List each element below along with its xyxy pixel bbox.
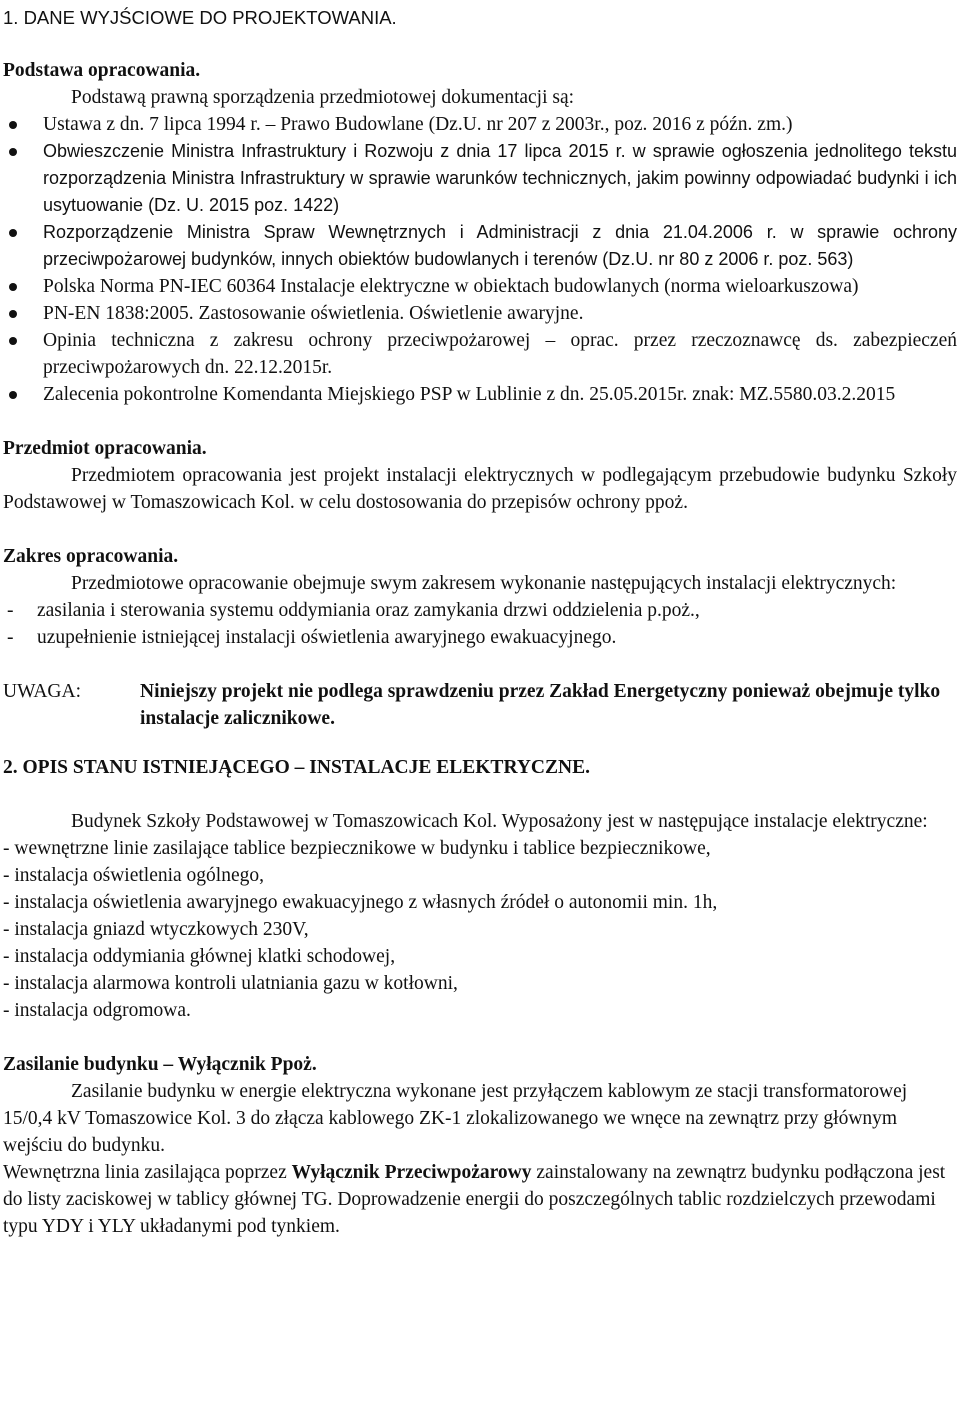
section1-heading: 1. DANE WYJŚCIOWE DO PROJEKTOWANIA. (3, 7, 397, 28)
bullet-icon (9, 283, 17, 291)
section2-heading: 2. OPIS STANU ISTNIEJĄCEGO – INSTALACJE ELEKTRYCZNE. (3, 757, 590, 778)
basis-list (3, 111, 957, 408)
bullet-icon (9, 229, 17, 237)
subject-text: Przedmiotem opracowania jest projekt instalacji elektrycznych w podlegającym przebudowie budynku Szkoły Podstawowej w Tomaszowicach Kol. w celu dostosowania do przepisów ochrony ppoż. (3, 465, 957, 513)
subject-title: Przedmiot opracowania. (3, 438, 207, 459)
basis-title: Podstawa opracowania. (3, 60, 201, 81)
list-item: - zasilania i sterowania systemu oddymiania oraz zamykania drzwi oddzielenia p.poż., (7, 600, 700, 621)
list-item: PN-EN 1838:2005. Zastosowanie oświetlenia. Oświetlenie awaryjne. (3, 300, 957, 327)
power-title: Zasilanie budynku – Wyłącznik Ppoż. (3, 1054, 317, 1075)
list-item: Polska Norma PN-IEC 60364 Instalacje elektryczne w obiektach budowlanych (norma wieloarkuszowa) (3, 273, 957, 300)
note-text: Niniejszy projekt nie podlega sprawdzeniu przez Zakład Energetyczny ponieważ obejmuje tylko instalacje zalicznikowe. (140, 681, 941, 729)
list-item: Ustawa z dn. 7 lipca 1994 r. – Prawo Budowlane (Dz.U. nr 207 z 2003r., poz. 2016 z późn. zm.) (3, 111, 957, 138)
bullet-icon (9, 310, 17, 318)
fire-switch-label: Wyłącznik Przeciwpożarowy (291, 1162, 532, 1183)
list-item: - instalacja alarmowa kontroli ulatniania gazu w kotłowni, (3, 973, 458, 994)
section2-intro: Budynek Szkoły Podstawowej w Tomaszowicach Kol. Wyposażony jest w następujące instalacje elektryczne: (71, 811, 928, 832)
scope-list (3, 597, 957, 651)
bullet-icon (9, 337, 17, 345)
bullet-icon (9, 148, 17, 156)
list-item: - instalacja oświetlenia awaryjnego ewakuacyjnego z własnych źródeł o autonomii min. 1h, (3, 892, 718, 913)
list-item: - instalacja oświetlenia ogólnego, (3, 865, 265, 886)
list-item: - instalacja gniazd wtyczkowych 230V, (3, 919, 309, 940)
bullet-icon (9, 391, 17, 399)
list-item: Opinia techniczna z zakresu ochrony przeciwpożarowej – oprac. przez rzeczoznawcę ds. zabezpieczeń przeciwpożarowych dn. 22.12.2015r. (3, 327, 957, 381)
list-item: - wewnętrzne linie zasilające tablice bezpiecznikowe w budynku i tablice bezpiecznikowe, (3, 838, 711, 859)
list-item: Zalecenia pokontrolne Komendanta Miejskiego PSP w Lublinie z dn. 25.05.2015r. znak: MZ.5580.03.2.2015 (3, 381, 957, 408)
list-item: - instalacja oddymiania głównej klatki schodowej, (3, 946, 396, 967)
scope-title: Zakres opracowania. (3, 546, 179, 567)
list-item: Obwieszczenie Ministra Infrastruktury i Rozwoju z dnia 17 lipca 2015 r. w sprawie ogłoszenia jednolitego tekstu rozporządzenia Ministra Infrastruktury w sprawie warunków technicznych, jakim powinny odpowiadać budynki i ich usytuowanie (Dz. U. 2015 poz. 1422) (3, 138, 957, 219)
note-block (3, 678, 957, 732)
scope-text: Przedmiotowe opracowanie obejmuje swym zakresem wykonanie następujących instalacji elektrycznych: (71, 573, 897, 594)
installations-list (3, 835, 957, 1024)
list-item: - uzupełnienie istniejącej instalacji oświetlenia awaryjnego ewakuacyjnego. (7, 627, 617, 648)
list-item: - instalacja odgromowa. (3, 1000, 191, 1021)
power-paragraph-1: Zasilanie budynku w energie elektryczna wykonane jest przyłączem kablowym ze stacji transformatorowej 15/0,4 kV Tomaszowice Kol. 3 do złącza kablowego ZK-1 zlokalizowanego we wnęce na zewnątrz przy głównym wejściu do budynku. (3, 1081, 908, 1156)
bullet-icon (9, 121, 17, 129)
list-item: Rozporządzenie Ministra Spraw Wewnętrznych i Administracji z dnia 21.04.2006 r. w sprawie ochrony przeciwpożarowej budynków, innych obiektów budowlanych i terenów (Dz.U. nr 80 z 2006 r. poz. 563) (3, 219, 957, 273)
document-page (3, 4, 957, 1240)
note-label: UWAGA: (3, 681, 81, 702)
power-paragraph-2: Wewnętrzna linia zasilająca poprzez Wyłącznik Przeciwpożarowy zainstalowany na zewnątrz budynku podłączona jest do listy zaciskowej w tablicy głównej TG. Doprowadzenie energii do poszczególnych tablic rozdzielczych przewodami typu YDY i YLY układanymi pod tynkiem. (3, 1162, 946, 1237)
basis-intro: Podstawą prawną sporządzenia przedmiotowej dokumentacji są: (71, 87, 575, 108)
